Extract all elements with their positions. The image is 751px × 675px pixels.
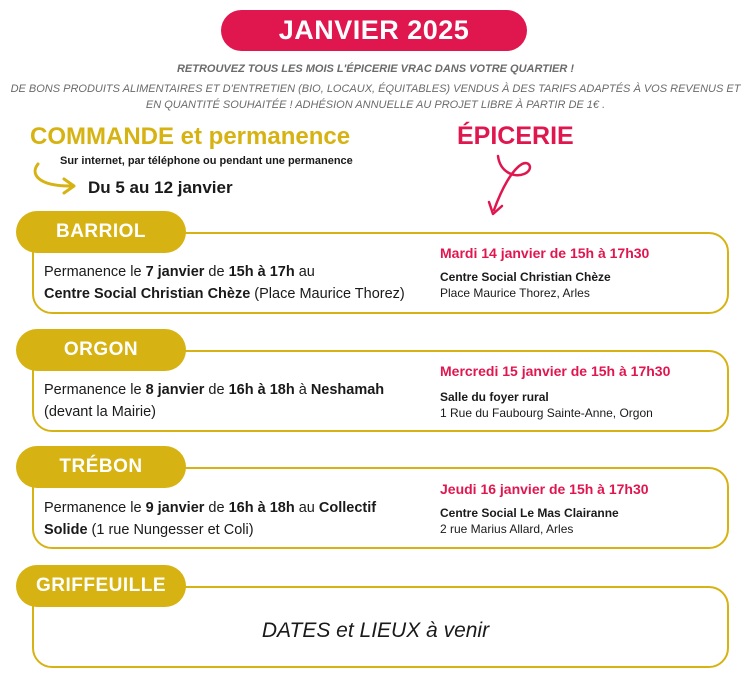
- curved-arrow-icon: [30, 160, 88, 196]
- griffeuille-label: [16, 565, 186, 607]
- barriol-name: BARRIOL: [55, 221, 147, 242]
- trebon-permanence: Permanence le 9 janvier de 16h à 18h au Collectif Solide (1 rue Nungesser et Coli): [44, 500, 377, 538]
- orgon-event-date: Mercredi 15 janvier de 15h à 17h30: [440, 363, 671, 379]
- trebon-address: 2 rue Marius Allard, Arles: [440, 522, 574, 536]
- trebon-label: [16, 446, 186, 488]
- orgon-venue: Salle du foyer rural: [440, 390, 549, 404]
- orgon-permanence: Permanence le 8 janvier de 16h à 18h à Neshamah (devant la Mairie): [44, 382, 385, 420]
- intro-description: DE BONS PRODUITS ALIMENTAIRES ET D'ENTRETIEN (BIO, LOCAUX, ÉQUITABLES) VENDUS À DES TARIFS ADAPTÉS À VOS REVENUS ET EN QUANTITÉ SOUHAITÉE ! ADHÉSION ANNUELLE AU PROJET LIBRE À PARTIR DE 1€ .: [10, 83, 741, 111]
- commande-subtitle: Sur internet, par téléphone ou pendant une permanence: [60, 155, 353, 167]
- barriol-venue: Centre Social Christian Chèze: [440, 270, 611, 284]
- griffeuille-tbd: DATES et LIEUX à venir: [261, 619, 490, 642]
- griffeuille-name: GRIFFEUILLE: [35, 575, 167, 596]
- commande-title: COMMANDE et permanence: [30, 123, 351, 150]
- page-title: JANVIER 2025: [278, 15, 470, 45]
- epicerie-title: ÉPICERIE: [457, 122, 574, 150]
- title-banner: [221, 10, 527, 51]
- orgon-name: ORGON: [63, 339, 139, 360]
- trebon-venue: Centre Social Le Mas Clairanne: [440, 506, 619, 520]
- commande-dates: Du 5 au 12 janvier: [88, 178, 233, 197]
- intro-tagline: RETROUVEZ TOUS LES MOIS L'ÉPICERIE VRAC DANS VOTRE QUARTIER !: [176, 63, 575, 75]
- barriol-event-date: Mardi 14 janvier de 15h à 17h30: [440, 245, 650, 261]
- orgon-address: 1 Rue du Faubourg Sainte-Anne, Orgon: [440, 406, 653, 420]
- trebon-event-date: Jeudi 16 janvier de 15h à 17h30: [440, 481, 649, 497]
- squiggle-arrow-icon: [480, 152, 540, 220]
- barriol-label: [16, 211, 186, 253]
- trebon-name: TRÉBON: [59, 456, 143, 477]
- barriol-permanence: Permanence le 7 janvier de 15h à 17h au Centre Social Christian Chèze (Place Maurice Thorez): [44, 264, 405, 302]
- orgon-label: [16, 329, 186, 371]
- barriol-address: Place Maurice Thorez, Arles: [440, 286, 590, 300]
